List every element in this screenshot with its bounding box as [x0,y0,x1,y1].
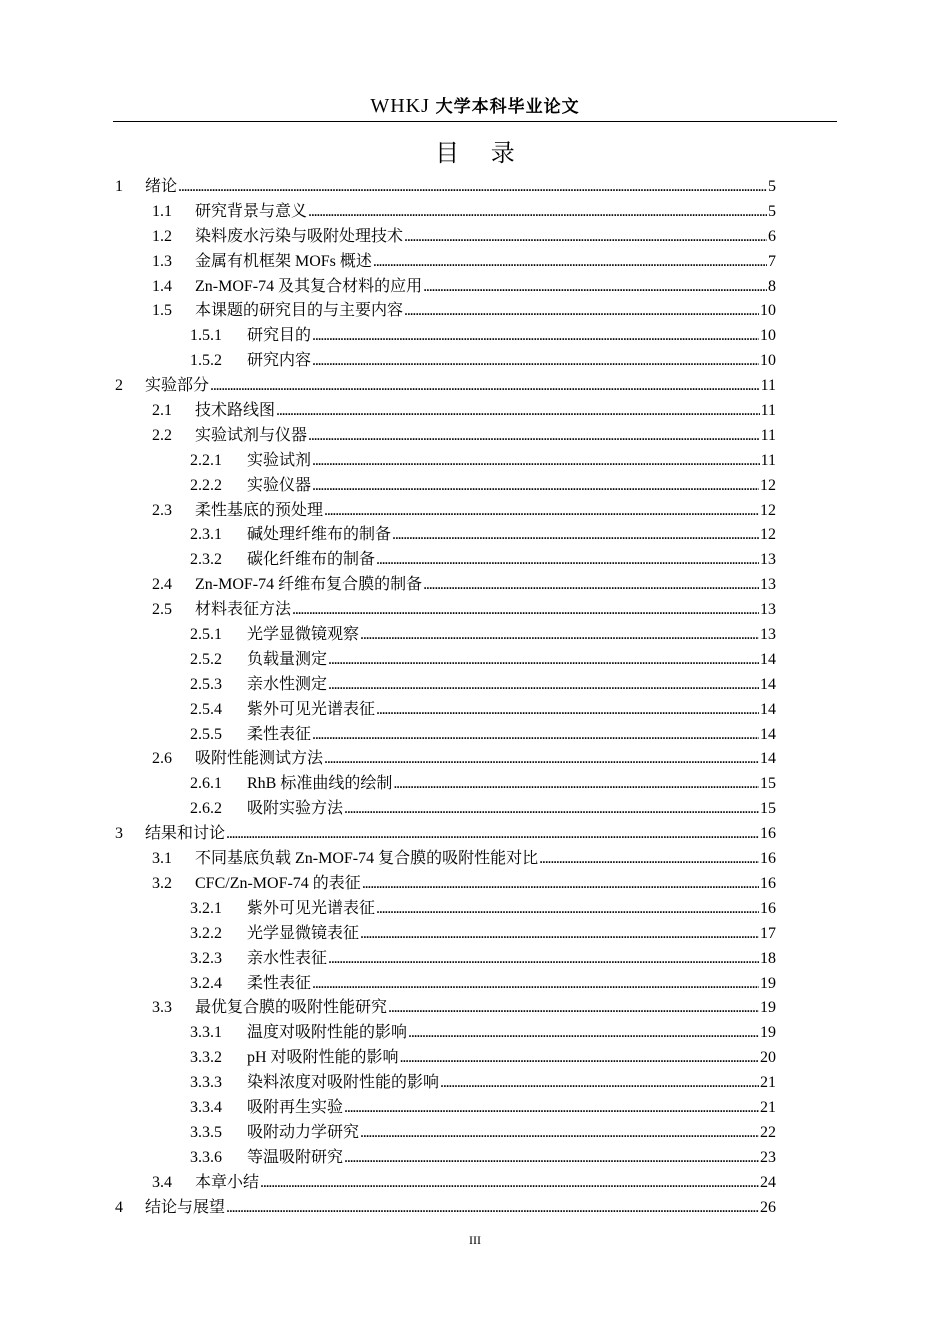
toc-entry-title: 材料表征方法 [195,601,292,619]
toc-entry-number: 1.3 [152,252,172,270]
toc-entry-2-6[interactable] [113,748,776,773]
toc-entry-number: 2.5.1 [190,626,222,644]
toc-entry-2-2-2[interactable] [113,475,776,500]
toc-entry-1-4[interactable] [113,276,776,301]
toc-entry-title: 本章小结 [195,1173,260,1191]
toc-entry-title: 柔性表征 [247,974,312,992]
toc-entry-number: 2.5.5 [190,725,222,743]
toc-entry-title: 光学显微镜表征 [247,924,360,942]
toc-entry-page: 11 [760,451,776,469]
toc-entry-title: 吸附实验方法 [247,800,344,818]
toc-dot-leader [404,300,759,322]
toc-dot-leader [210,375,760,397]
toc-entry-4[interactable] [113,1197,776,1222]
toc-dot-leader [362,873,759,895]
toc-entry-page: 10 [760,302,776,320]
toc-entry-page: 13 [760,601,776,619]
toc-entry-number: 1.5.2 [190,352,222,370]
toc-entry-number: 2.4 [152,576,172,594]
toc-entry-3-3-3[interactable] [113,1072,776,1097]
toc-entry-3-4[interactable] [113,1172,776,1197]
toc-entry-title: 研究背景与意义 [195,202,308,220]
toc-entry-title: 不同基底负载 Zn-MOF-74 复合膜的吸附性能对比 [195,850,539,868]
toc-entry-2-1[interactable] [113,400,776,425]
toc-dot-leader [276,400,760,422]
toc-entry-page: 23 [760,1148,776,1166]
toc-dot-leader [360,1122,759,1144]
toc-entry-page: 5 [768,178,776,195]
toc-title: 目 录 [435,139,527,167]
toc-entry-page: 14 [760,675,776,693]
toc-entry-title: 柔性基底的预处理 [195,501,324,519]
toc-entry-page: 12 [760,526,776,544]
toc-entry-page: 6 [768,227,776,245]
toc-entry-title: 金属有机框架 MOFs 概述 [195,252,372,270]
toc-entry-title: 等温吸附研究 [247,1148,344,1166]
toc-entry-3-3[interactable] [113,997,776,1022]
toc-entry-2-5-4[interactable] [113,699,776,724]
toc-entry-page: 14 [760,700,776,718]
toc-entry-page: 13 [760,551,776,569]
toc-entry-3-2[interactable] [113,873,776,898]
toc-entry-title: 碱处理纤维布的制备 [247,526,392,544]
toc-entry-number: 1 [115,178,123,195]
toc-dot-leader [312,450,760,472]
toc-entry-number: 2.2.2 [190,476,222,494]
toc-entry-number: 2.6 [152,750,172,768]
toc-entry-2-5-3[interactable] [113,674,776,699]
toc-entry-page: 5 [768,202,776,220]
toc-entry-number: 4 [115,1198,123,1216]
toc-entry-3-3-1[interactable] [113,1022,776,1047]
toc-entry-title: 柔性表征 [247,725,312,743]
toc-entry-3-1[interactable] [113,848,776,873]
toc-entry-page: 24 [760,1173,776,1191]
toc-dot-leader [360,923,759,945]
toc-entry-page: 15 [760,775,776,793]
toc-dot-leader [344,1147,759,1169]
toc-entry-title: 紫外可见光谱表征 [247,899,376,917]
toc-entry-page: 16 [760,874,776,892]
toc-entry-title: 绪论 [145,178,178,195]
toc-entry-number: 3.3.5 [190,1123,222,1141]
toc-entry-number: 2.5 [152,601,172,619]
toc-dot-leader [344,798,759,820]
toc-dot-leader [539,848,759,870]
toc-dot-leader [376,549,759,571]
toc-entry-3-3-5[interactable] [113,1122,776,1147]
toc-entry-number: 2.6.2 [190,800,222,818]
toc-entry-2-3[interactable] [113,500,776,525]
toc-entry-number: 3.3.1 [190,1024,222,1042]
toc-dot-leader [408,1022,759,1044]
toc-entry-page: 19 [760,999,776,1017]
toc-entry-number: 1.1 [152,202,172,220]
toc-entry-page: 26 [760,1198,776,1216]
toc-entry-2-2-1[interactable] [113,450,776,475]
toc-entry-page: 10 [760,352,776,370]
toc-entry-1-1[interactable] [113,201,776,226]
toc-entry-title: Zn-MOF-74 纤维布复合膜的制备 [195,576,423,594]
toc-entry-3-2-3[interactable] [113,948,776,973]
toc-entry-page: 8 [768,277,776,295]
toc-entry-page: 20 [760,1049,776,1067]
toc-entry-title: 紫外可见光谱表征 [247,700,376,718]
toc-entry-title: 温度对吸附性能的影响 [247,1024,408,1042]
toc-entry-page: 11 [760,426,776,444]
header-divider [113,121,837,122]
toc-entry-number: 2 [115,377,123,395]
toc-entry-page: 15 [760,800,776,818]
toc-entry-page: 18 [760,949,776,967]
toc-entry-title: 研究内容 [247,352,312,370]
toc-entry-2[interactable] [113,375,776,400]
toc-dot-leader [392,524,759,546]
toc-entry-3-3-4[interactable] [113,1097,776,1122]
toc-dot-leader [393,773,759,795]
toc-entry-number: 3.2.3 [190,949,222,967]
toc-entry-3-2-4[interactable] [113,973,776,998]
toc-entry-page: 12 [760,501,776,519]
toc-entry-page: 22 [760,1123,776,1141]
toc-entry-title: 实验试剂 [247,451,312,469]
toc-entry-1-2[interactable] [113,226,776,251]
toc-entry-page: 21 [760,1074,776,1092]
toc-entry-page: 13 [760,576,776,594]
running-header [113,92,837,118]
toc-entry-2-6-1[interactable] [113,773,776,798]
toc-entry-number: 1.5 [152,302,172,320]
toc-entry-title: 负载量测定 [247,650,328,668]
toc-entry-number: 3.2.4 [190,974,222,992]
toc-entry-number: 3 [115,825,123,843]
toc-entry-title: 最优复合膜的吸附性能研究 [195,999,388,1017]
toc-entry-page: 16 [760,850,776,868]
page-number: III [469,1233,481,1247]
toc-dot-leader [226,1197,759,1219]
toc-dot-leader [400,1047,759,1069]
toc-entry-title: 实验试剂与仪器 [195,426,308,444]
toc-dot-leader [404,226,767,248]
toc-dot-leader [324,748,759,770]
header-school-code: WHKJ [370,95,430,117]
toc-entry-2-5-5[interactable] [113,724,776,749]
toc-dot-leader [328,948,759,970]
toc-entry-3-2-1[interactable] [113,898,776,923]
toc-entry-title: 实验部分 [145,377,210,395]
toc-entry-number: 2.2 [152,426,172,444]
toc-dot-leader [312,350,759,372]
toc-entry-number: 3.3.3 [190,1074,222,1092]
toc-entry-number: 3.3 [152,999,172,1017]
toc-entry-number: 3.2.1 [190,899,222,917]
toc-entry-title: 碳化纤维布的制备 [247,551,376,569]
toc-entry-title: 染料浓度对吸附性能的影响 [247,1074,440,1092]
toc-dot-leader [312,325,759,347]
toc-entry-2-5-2[interactable] [113,649,776,674]
toc-entry-2-3-2[interactable] [113,549,776,574]
toc-dot-leader [226,823,759,845]
toc-entry-title: 吸附动力学研究 [247,1123,360,1141]
toc-entry-number: 1.5.1 [190,327,222,345]
toc-entry-number: 2.1 [152,402,172,420]
toc-dot-leader [312,973,759,995]
toc-entry-title: pH 对吸附性能的影响 [247,1049,399,1067]
toc-entry-page: 21 [760,1098,776,1116]
toc-entry-1-5-1[interactable] [113,325,776,350]
toc-dot-leader [312,724,759,746]
toc-entry-title: 光学显微镜观察 [247,626,360,644]
toc-entry-page: 11 [760,377,776,395]
toc-entry-title: CFC/Zn-MOF-74 的表征 [195,874,361,892]
toc-entry-page: 14 [760,725,776,743]
toc-entry-3-3-6[interactable] [113,1147,776,1172]
toc-entry-2-6-2[interactable] [113,798,776,823]
toc-entry-number: 2.3.1 [190,526,222,544]
toc-entry-number: 3.3.4 [190,1098,222,1116]
toc-entry-page: 16 [760,825,776,843]
toc-entry-number: 1.2 [152,227,172,245]
toc-entry-number: 3.3.6 [190,1148,222,1166]
toc-entry-page: 19 [760,974,776,992]
toc-entry-2-4[interactable] [113,574,776,599]
toc-entry-title: 本课题的研究目的与主要内容 [195,302,404,320]
toc-entry-page: 11 [760,402,776,420]
toc-dot-leader [328,649,759,671]
toc-entry-page: 16 [760,899,776,917]
toc-entry-number: 3.2 [152,874,172,892]
toc-entry-1[interactable] [113,176,776,201]
toc-entry-title: 亲水性表征 [247,949,328,967]
toc-entry-title: 吸附性能测试方法 [195,750,324,768]
toc-dot-leader [388,997,759,1019]
toc-entry-number: 2.2.1 [190,451,222,469]
toc-entry-page: 14 [760,750,776,768]
toc-entry-title: 结果和讨论 [145,825,226,843]
toc-entry-number: 2.3.2 [190,551,222,569]
toc-entry-3[interactable] [113,823,776,848]
toc-entry-page: 7 [768,252,776,270]
toc-entry-page: 17 [760,924,776,942]
toc-dot-leader [324,500,759,522]
toc-entry-title: 研究目的 [247,327,312,345]
header-title: 大学本科毕业论文 [435,97,580,117]
toc-entry-1-3[interactable] [113,251,776,276]
toc-entry-page: 10 [760,327,776,345]
toc-dot-leader [308,425,760,447]
table-of-contents [113,176,776,1221]
toc-entry-number: 2.5.2 [190,650,222,668]
toc-entry-number: 1.4 [152,277,172,295]
toc-dot-leader [376,898,759,920]
toc-entry-title: Zn-MOF-74 及其复合材料的应用 [195,277,423,295]
toc-dot-leader [376,699,759,721]
toc-entry-number: 3.2.2 [190,924,222,942]
toc-entry-number: 2.5.3 [190,675,222,693]
toc-entry-title: RhB 标准曲线的绘制 [247,775,393,793]
toc-dot-leader [292,599,759,621]
toc-dot-leader [328,674,759,696]
toc-entry-2-2[interactable] [113,425,776,450]
toc-entry-page: 13 [760,626,776,644]
toc-entry-number: 3.1 [152,850,172,868]
toc-entry-2-5-1[interactable] [113,624,776,649]
toc-entry-title: 染料废水污染与吸附处理技术 [195,227,404,245]
toc-dot-leader [423,276,767,298]
toc-entry-3-3-2[interactable] [113,1047,776,1072]
toc-entry-1-5-2[interactable] [113,350,776,375]
toc-entry-title: 结论与展望 [145,1198,226,1216]
toc-dot-leader [344,1097,759,1119]
toc-entry-title: 亲水性测定 [247,675,328,693]
toc-entry-number: 2.3 [152,501,172,519]
toc-entry-3-2-2[interactable] [113,923,776,948]
toc-dot-leader [440,1072,759,1094]
toc-entry-page: 12 [760,476,776,494]
toc-entry-number: 2.5.4 [190,700,222,718]
toc-dot-leader [423,574,759,596]
toc-entry-title: 吸附再生实验 [247,1098,344,1116]
toc-entry-title: 技术路线图 [195,402,276,420]
toc-entry-number: 3.3.2 [190,1049,222,1067]
toc-dot-leader [312,475,759,497]
toc-dot-leader [360,624,759,646]
toc-entry-page: 19 [760,1024,776,1042]
toc-dot-leader [260,1172,759,1194]
toc-entry-page: 14 [760,650,776,668]
toc-dot-leader [178,176,767,198]
toc-entry-1-5[interactable] [113,300,776,325]
toc-entry-2-5[interactable] [113,599,776,624]
toc-dot-leader [308,201,767,223]
toc-dot-leader [373,251,767,273]
toc-entry-number: 3.4 [152,1173,172,1191]
toc-entry-title: 实验仪器 [247,476,312,494]
toc-entry-2-3-1[interactable] [113,524,776,549]
toc-entry-number: 2.6.1 [190,775,222,793]
